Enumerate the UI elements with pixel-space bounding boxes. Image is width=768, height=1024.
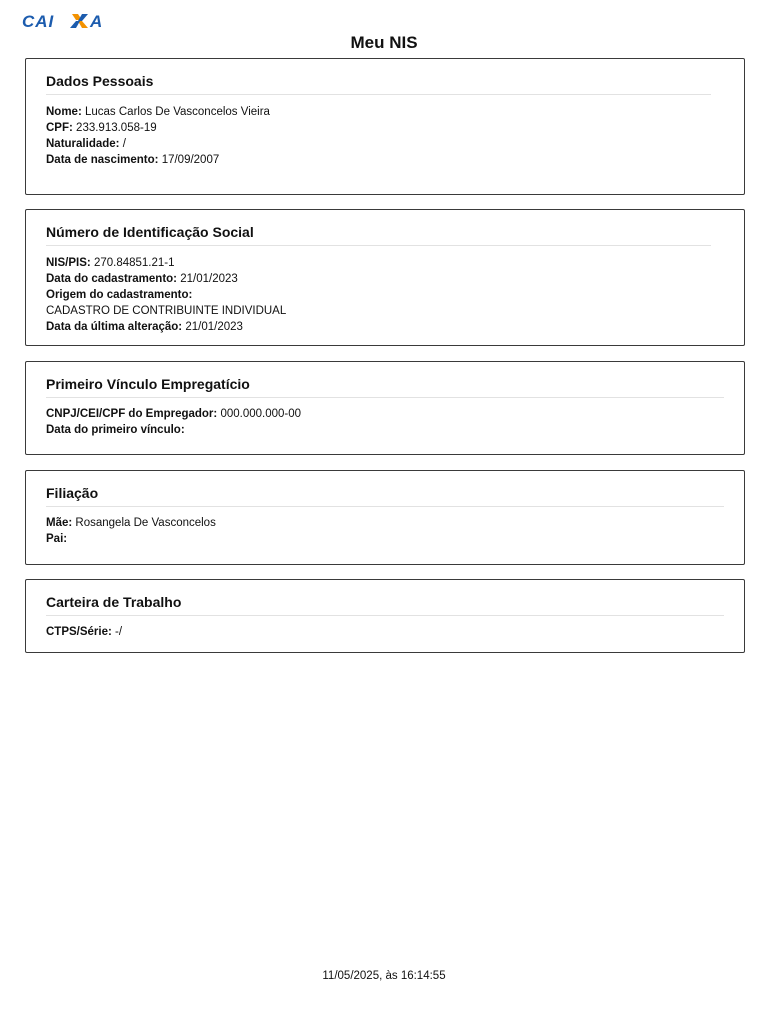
field-ctps [46, 624, 122, 640]
svg-text:CAI: CAI [22, 12, 55, 30]
page-title: Meu NIS [350, 33, 418, 52]
divider [46, 94, 711, 95]
field-label: Data da última alteração: [46, 321, 183, 333]
field-label: Mãe: [46, 517, 73, 529]
field-label: Data do cadastramento: [46, 273, 178, 285]
field-value: 21/01/2023 [180, 273, 238, 285]
field-origem-value: CADASTRO DE CONTRIBUINTE INDIVIDUAL [46, 305, 287, 317]
field-label: Data de nascimento: [46, 154, 159, 166]
card-title: Dados Pessoais [46, 73, 154, 89]
field-label: Nome: [46, 106, 82, 118]
svg-text:A: A [90, 12, 103, 30]
field-nome [46, 104, 270, 120]
card-primeiro-vinculo [25, 361, 745, 455]
field-cnpj-empregador [46, 406, 301, 422]
field-label: CNPJ/CEI/CPF do Empregador: [46, 408, 218, 420]
field-value: 270.84851.21-1 [93, 257, 175, 269]
field-label: Data do primeiro vínculo: [46, 424, 185, 436]
field-label: Origem do cadastramento: [46, 289, 193, 301]
field-label: Naturalidade: [46, 138, 120, 150]
field-pai [46, 531, 67, 547]
field-label: Pai: [46, 533, 68, 545]
field-data-ultima-alteracao [46, 319, 243, 335]
field-mae [46, 515, 216, 531]
field-value: Lucas Carlos De Vasconcelos Vieira [84, 106, 270, 118]
card-title: Filiação [46, 485, 99, 501]
divider [46, 506, 724, 507]
field-value: 233.913.058-19 [76, 122, 157, 134]
field-label: CTPS/Série: [46, 626, 112, 638]
card-title: Primeiro Vínculo Empregatício [46, 376, 250, 392]
field-cpf [46, 120, 157, 136]
field-label: NIS/PIS: [46, 257, 91, 269]
field-nis-pis [46, 255, 175, 271]
field-value: 000.000.000-00 [220, 408, 302, 420]
field-naturalidade [46, 136, 126, 152]
field-origem-cadastramento [46, 287, 192, 303]
field-data-primeiro-vinculo [46, 422, 185, 438]
footer-timestamp: 11/05/2025, às 16:14:55 [322, 970, 446, 982]
field-value: -/ [115, 626, 123, 638]
card-title: Carteira de Trabalho [46, 594, 182, 610]
field-value: Rosangela De Vasconcelos [75, 517, 216, 529]
divider [46, 245, 711, 246]
field-value: 17/09/2007 [161, 154, 220, 166]
card-filiacao [25, 470, 745, 565]
caixa-logo [22, 12, 116, 30]
divider [46, 615, 724, 616]
card-title: Número de Identificação Social [46, 224, 254, 240]
card-dados-pessoais [25, 58, 745, 195]
card-carteira-trabalho [25, 579, 745, 653]
field-data-cadastramento [46, 271, 238, 287]
field-value: 21/01/2023 [185, 321, 243, 333]
field-value: / [122, 138, 126, 150]
field-nascimento [46, 152, 219, 168]
card-nis [25, 209, 745, 346]
field-label: CPF: [46, 122, 73, 134]
divider [46, 397, 724, 398]
